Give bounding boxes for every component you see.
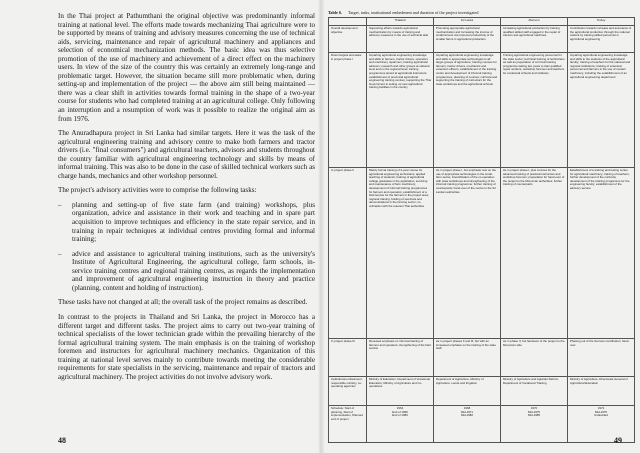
table-label: Table 6. xyxy=(328,10,343,15)
date-value: 1968 xyxy=(463,406,471,410)
row-header: Schedule: Start of planning, Start of implementation, Planned end of project xyxy=(329,406,367,443)
table-cell: As in project phase I, but emphasis now on the use of appropriate technologies in the small-farm sector, intensification of the co-operation with state workshops and strengthening of the informal training programme; further training of counterparts; hand-over of the centre to the Sri Lankan authorities xyxy=(434,168,501,339)
table-cell: Ministry of Agriculture, Directorate General of Agricultural Education xyxy=(568,377,635,406)
bullet-text: planning and setting-up of five state farm (and training) workshops, plus organization, advice and assistance in their work and teaching and in spare part acquisition to improve techniques and efficiency in the state repair service, and in training in repair techniques at individual centres providing formal and informal training; xyxy=(72,200,315,244)
table-title: Target, tasks, institutional embedment and duration of the project investigated xyxy=(348,10,479,15)
table-cell: Department of Agriculture, Ministry of Agriculture, Lands and Irrigation xyxy=(434,377,501,406)
date-value: Mid-1982 xyxy=(460,413,474,418)
table-cell: Imparting agricultural engineering knowledge and skills to farmers, tractor drivers, operators and machinery repairmen; training agricultural advisors; research and other groups at national level and on the regional level; training programmes aimed at agricultural instructors; establishment of provincial agricultural engineering training centres; supporting the Thai Government in setting up new agricultural training facilities in the country xyxy=(367,53,434,168)
left-page xyxy=(58,12,315,444)
date-value: Mid-1971 xyxy=(460,409,474,414)
table-row xyxy=(329,377,635,406)
bullet-dash: – xyxy=(58,200,62,209)
date-value: 1972 xyxy=(597,406,605,410)
bullet-text: advice and assistance to agricultural training institutions, such as the university's Institute of Agricultural Engineering, the agricultural college, farm schools, in-service training centres and regional training centres, as regards the implementation and improvement of agricultural engineering instruction in theory and practice (planning, content and holding of instruction). xyxy=(72,249,315,292)
column-header: Thailand xyxy=(367,18,434,26)
paragraph-tasks-unchanged: These tasks have not changed at all; the overall task of the project remains as described. xyxy=(58,298,308,307)
row-header: Institutional embedment, responsible ministry, co-operating agencies xyxy=(329,377,367,406)
table-row xyxy=(329,26,635,53)
paragraph-advisory-intro: The project's advisory activities were to comprise the following tasks: xyxy=(58,186,257,195)
table-cell: Imparting agricultural engineering knowledge and skills to the students of the agricultural faculty; training of teachers for the national and regional institutions; training of extension personnel and farmers in the use of modern machinery, including the establishment of an agricultural engineering department xyxy=(568,53,635,168)
table-cell: Promoting appropriate agricultural mechanization and increasing the income of small farmers via improved productivity of the smaller farms in agricultural production xyxy=(434,26,501,53)
date-value: End of 1969 xyxy=(392,409,408,414)
table-cell-dates xyxy=(367,406,434,443)
row-header: In project phase II xyxy=(329,168,367,339)
paragraph-thai-project: In the Thai project at Pathumthani the original objective was predominantly informal training at national level. The efforts made towards mechanizing Thai agriculture were to be supported by means of training and advisory measures concerning the use of technical aids, servicing, maintenance and repair of agricultural machinery and appliances and selection of economical mechanization methods. The basic idea was thus selective promotion of the use of machinery and achievement of a direct effect on the machinery users. In view of the size of the country this was certainly an extremely long-range and problematic target. However, the situation became still more problematic when, during setting-up and implementation of the project — the above aim still being maintained — there was a clear shift in activities towards formal training in the shape of a two-year course for students who had completed training at an agricultural college. Only following an interruption and a resumption of work was it possible to realize the original aim as from 1976. xyxy=(58,12,315,123)
table-row xyxy=(329,53,635,168)
table-cell: Renewed emphasis on informal training of farmers and operators; strengthening of the field service xyxy=(367,339,434,377)
right-page xyxy=(328,10,634,440)
table-cell: Ministry of Agriculture and Agrarian Reform, Department of Vocational Training xyxy=(501,377,568,406)
table-cell: Ministry of Education, Department of Vocational Education; Ministry of Agriculture and Co-operatives xyxy=(367,377,434,406)
row-header: Direct targets and tasks in project phase I xyxy=(329,53,367,168)
table-cell-dates xyxy=(568,406,635,443)
bullet-item xyxy=(58,250,315,293)
date-value: End of 1983 xyxy=(392,413,408,418)
left-page-number: 48 xyxy=(58,436,66,445)
table-cell: As in project phase I, plus courses for the advanced training of practical instructors and workshop foremen; preparation for hand-over of the project to the Moroccan authorities; further training of counterparts xyxy=(501,168,568,339)
table-cell: As in project phases II and III, but with an increased emphasis on the training of the state staff xyxy=(434,339,501,377)
table-cell: Imparting agricultural engineering knowledge and skills in appropriate technologies to all target groups of agriculture; training courses for farmers, tractor drivers, mechanics and extension officers; establishment of the training centre and development of informal training programmes, planning of courses; curricula and supporting the training of instructors for the state workshops and the agricultural schools xyxy=(434,53,501,168)
date-value: Mid-1975 xyxy=(527,409,541,414)
table-caption xyxy=(328,10,634,15)
column-header: Turkey xyxy=(568,18,635,26)
table-cell-dates xyxy=(434,406,501,443)
right-page-number: 49 xyxy=(614,436,622,445)
table-cell: Mainly formal training of 2-year course for agricultural engineering technicians; applied teaching of students; training of agricultural college graduates in the application, servicing and maintenance of farm machinery; development of informal training programmes for farmers and operators; establishment of a field service for the farmers in the project area; regional training; holding of seminars and demonstrations in the farming sector; co-ordination with the relevant Thai authorities xyxy=(367,168,434,339)
table-cell: Increasing agricultural production by training qualified skilled staff engaged in the repair of tractors and agricultural machines xyxy=(501,26,568,53)
date-value: 1970 xyxy=(530,406,538,410)
paragraph-morocco-project: In contrast to the projects in Thailand and Sri Lanka, the project in Morocco has a different target and different tasks. The project aims to carry out two-year training of technical specialists of the lower technician grade within the prevailing hierarchy of the formal agricultural training system. The main emphasis is on the training of workshop foremen and instructors for agricultural machinery mechanics. Organization of this training at national level serves mainly to contribute towards meeting the considerable requirements for state specialists in the servicing, maintenance and repair of tractors and agricultural machinery. The project activities do not involve advisory work. xyxy=(58,312,315,381)
column-header: Morocco xyxy=(501,18,568,26)
row-header: In project phase III xyxy=(329,339,367,377)
date-value: Mid-1985 xyxy=(527,413,541,418)
table-row xyxy=(329,339,635,377)
row-header: Overall development objective xyxy=(329,26,367,53)
table-cell: Training agricultural engineering personnel for the state sector; technical training of technicians as well as preparation of a formal training programme lasting two years to train qualified repair workers, workshop foremen and teachers for vocational schools and institutes xyxy=(501,53,568,168)
table-cell: Supporting efforts towards agricultural mechanization by means of training and advisory measures in the use of technical aids xyxy=(367,26,434,53)
bullet-item xyxy=(58,201,315,244)
table-row xyxy=(329,406,635,443)
bullet-dash: – xyxy=(58,249,62,258)
date-value: Undecided xyxy=(594,413,608,418)
table-cell-dates xyxy=(501,406,568,443)
table-header-row xyxy=(329,18,635,26)
column-header: Sri Lanka xyxy=(434,18,501,26)
book-gutter xyxy=(318,0,324,453)
column-header xyxy=(329,18,367,26)
project-comparison-table xyxy=(328,17,635,443)
paragraph-sri-lanka-project: The Anuradhapura project in Sri Lanka had similar targets. Here it was the task of the agricultural engineering training and advisory centre to make both farmers and tractor drivers (i.e. "final consumers") and agricultural teachers, advisors and students throughout the country familiar with agricultural engineering technology and skills by means of informal training. This was also to be done in the case of skilled technical workers such as charge hands, mechanics and other workshop personnel. xyxy=(58,129,315,180)
table-cell: As in phase II, but handover of the project to the Moroccan side xyxy=(501,339,568,377)
table-cell: Establishment of a training and testing centre for agricultural machinery; training of teachers; further development of the curricula; development of the training programme for the engineering faculty; establishment of the advisory service xyxy=(568,168,635,339)
date-value: Mid-1975 xyxy=(594,409,608,414)
table-row xyxy=(329,168,635,339)
table-cell: Phasing out of the German contribution; hand-over xyxy=(568,339,635,377)
table-cell: Contribution towards increase and assurance of the agricultural production through the national outlook by training skilled personnel in agricultural engineering xyxy=(568,26,635,53)
date-value: 1964 xyxy=(396,406,404,410)
